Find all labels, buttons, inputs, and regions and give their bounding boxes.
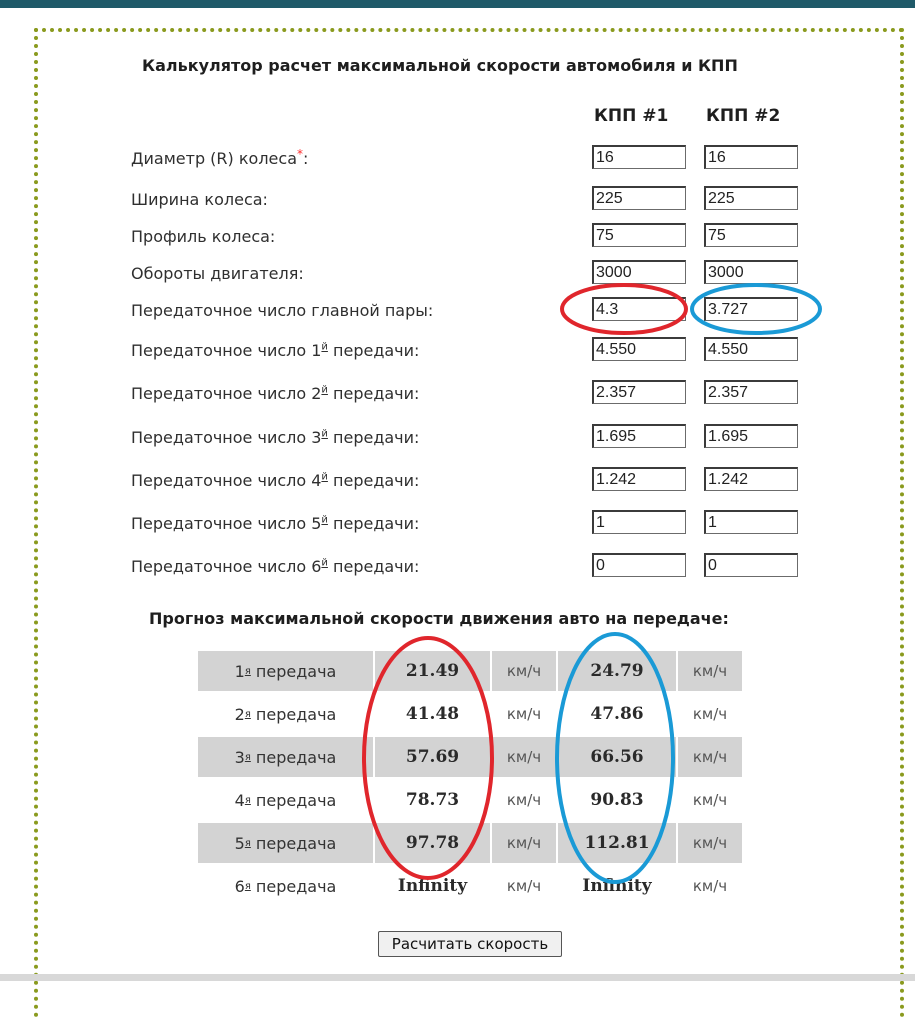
field-label: Профиль колеса: — [131, 227, 276, 246]
input-kpp2[interactable] — [704, 424, 798, 448]
speed-value-kpp2: Infinity — [582, 876, 652, 896]
bottom-edge — [0, 974, 915, 981]
speed-unit: км/ч — [492, 651, 556, 691]
speed-unit: км/ч — [492, 737, 556, 777]
speed-value-kpp2: 47.86 — [590, 704, 644, 724]
field-label: Передаточное число $1^й$ передачи: — [131, 341, 420, 360]
input-kpp2[interactable] — [704, 145, 798, 169]
speed-unit: км/ч — [692, 705, 728, 723]
field-label: Передаточное число $5^й$ передачи: — [131, 514, 420, 533]
speed-value-kpp1: 21.49 — [375, 651, 490, 691]
speed-value-kpp1: Infinity — [397, 876, 468, 896]
input-kpp2[interactable] — [704, 223, 798, 247]
input-kpp2[interactable] — [704, 337, 798, 361]
field-label: Передаточное число главной пары: — [131, 301, 434, 320]
speed-unit: км/ч — [506, 705, 542, 723]
gear-label: 6 я передача — [234, 876, 337, 896]
speed-unit: км/ч — [678, 823, 742, 863]
input-kpp2[interactable] — [704, 380, 798, 404]
speed-value-kpp2: 90.83 — [590, 790, 644, 810]
input-kpp2[interactable] — [704, 186, 798, 210]
speed-unit: км/ч — [506, 877, 542, 895]
input-kpp1[interactable] — [592, 223, 686, 247]
input-kpp2[interactable] — [704, 467, 798, 491]
page-title: Калькулятор расчет максимальной скорости автомобиля и КПП — [142, 56, 738, 75]
speed-value-kpp2: 66.56 — [558, 737, 676, 777]
input-kpp1[interactable] — [592, 380, 686, 404]
gear-label: 4 я передача — [234, 790, 337, 810]
gear-label: 1 я передача — [198, 651, 373, 691]
input-kpp1[interactable] — [592, 467, 686, 491]
speed-unit: км/ч — [692, 877, 728, 895]
input-kpp1[interactable] — [592, 297, 686, 321]
speed-value-kpp1: 41.48 — [405, 704, 460, 724]
field-label: Диаметр (R) колеса*: — [131, 147, 309, 168]
speed-unit: км/ч — [678, 737, 742, 777]
input-kpp1[interactable] — [592, 553, 686, 577]
top-bar — [0, 0, 915, 8]
speed-value-kpp1: 57.69 — [375, 737, 490, 777]
input-kpp1[interactable] — [592, 145, 686, 169]
field-label: Передаточное число $4^й$ передачи: — [131, 471, 420, 490]
field-label: Ширина колеса: — [131, 190, 268, 209]
speed-unit: км/ч — [678, 651, 742, 691]
input-kpp1[interactable] — [592, 186, 686, 210]
column-header-kpp1: КПП #1 — [594, 106, 669, 126]
field-label: Передаточное число $3^й$ передачи: — [131, 428, 420, 447]
speed-unit: км/ч — [492, 823, 556, 863]
speed-unit: км/ч — [506, 791, 542, 809]
field-label: Передаточное число $2^й$ передачи: — [131, 384, 420, 403]
input-kpp2[interactable] — [704, 260, 798, 284]
calculate-button[interactable]: Расчитать скорость — [378, 931, 562, 957]
field-label: Передаточное число $6^й$ передачи: — [131, 557, 420, 576]
column-header-kpp2: КПП #2 — [706, 106, 781, 126]
input-kpp1[interactable] — [592, 337, 686, 361]
results-title: Прогноз максимальной скорости движения авто на передаче: — [149, 609, 729, 628]
gear-label: 5 я передача — [198, 823, 373, 863]
field-label: Обороты двигателя: — [131, 264, 304, 283]
speed-unit: км/ч — [692, 791, 728, 809]
gear-label: 3 я передача — [198, 737, 373, 777]
speed-value-kpp2: 112.81 — [558, 823, 676, 863]
input-kpp1[interactable] — [592, 260, 686, 284]
required-asterisk: * — [297, 147, 303, 161]
input-kpp2[interactable] — [704, 297, 798, 321]
speed-value-kpp1: 97.78 — [375, 823, 490, 863]
input-kpp2[interactable] — [704, 553, 798, 577]
input-kpp2[interactable] — [704, 510, 798, 534]
speed-value-kpp1: 78.73 — [405, 790, 460, 810]
input-kpp1[interactable] — [592, 510, 686, 534]
speed-value-kpp2: 24.79 — [558, 651, 676, 691]
gear-label: 2 я передача — [234, 704, 337, 724]
input-kpp1[interactable] — [592, 424, 686, 448]
